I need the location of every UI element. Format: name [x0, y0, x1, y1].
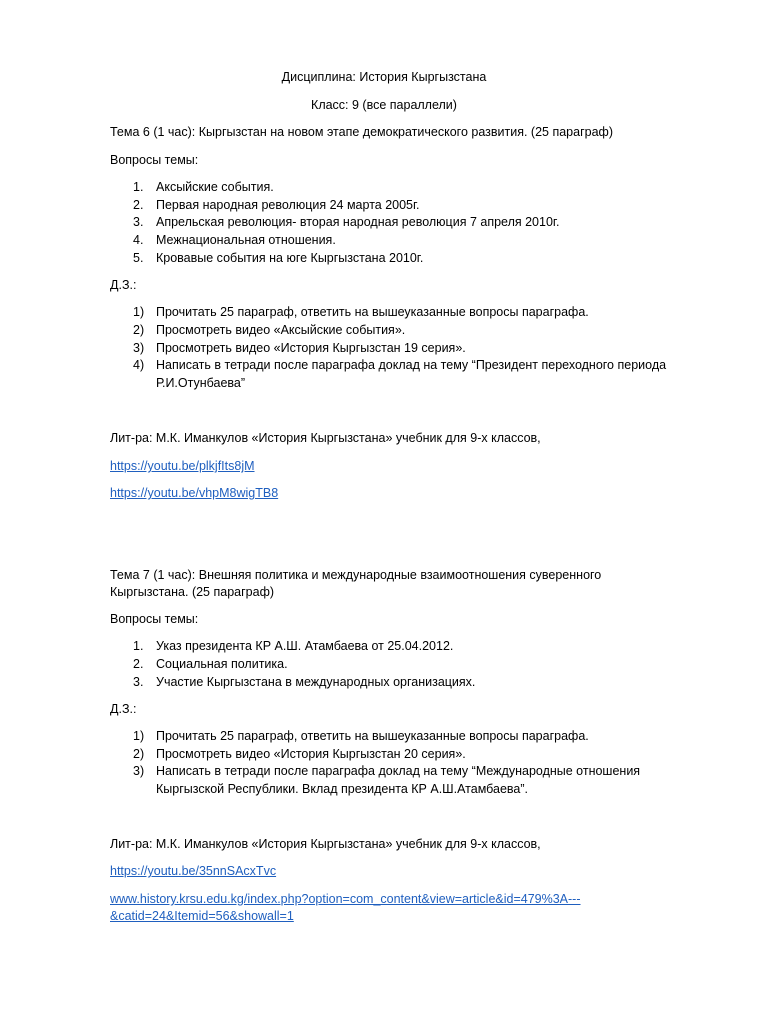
- topic6-literature: Лит-ра: М.К. Иманкулов «История Кыргызстана» учебник для 9-х классов,: [110, 431, 541, 445]
- list-item-number: 1): [133, 305, 145, 319]
- list-item: Прочитать 25 параграф, ответить на вышеуказанные вопросы параграфа.: [156, 305, 589, 319]
- list-item-number: 4): [133, 358, 145, 372]
- list-item: Написать в тетради после параграфа доклад на тему “Президент переходного периода: [156, 358, 667, 372]
- list-item-number: 2): [133, 323, 145, 337]
- list-item: Написать в тетради после параграфа доклад на тему “Международные отношения: [156, 764, 641, 778]
- list-item-continuation: Кыргызской Республики. Вклад президента КР А.Ш.Атамбаева”.: [156, 782, 529, 796]
- topic7-questions-label: Вопросы темы:: [110, 612, 199, 626]
- list-item-number: 5.: [133, 251, 144, 265]
- topic7-history-link-line1[interactable]: www.history.krsu.edu.kg/index.php?option=com_content&view=article&id=479%3A---: [110, 892, 581, 906]
- list-item-number: 1.: [133, 180, 144, 194]
- list-item-number: 1.: [133, 639, 144, 653]
- topic7-title-line2: Кыргызстана. (25 параграф): [110, 585, 275, 599]
- list-item: Просмотреть видео «История Кыргызстан 19 серия».: [156, 341, 466, 355]
- list-item-number: 4.: [133, 233, 144, 247]
- list-item: Первая народная революция 24 марта 2005г.: [156, 198, 420, 212]
- topic6-title: Тема 6 (1 час): Кыргызстан на новом этапе демократического развития. (25 параграф): [110, 125, 613, 139]
- list-item: Просмотреть видео «История Кыргызстан 20 серия».: [156, 747, 466, 761]
- topic6-video-link-1[interactable]: https://youtu.be/plkjfIts8jM: [110, 459, 255, 473]
- list-item: Прочитать 25 параграф, ответить на вышеуказанные вопросы параграфа.: [156, 729, 589, 743]
- list-item: Аксыйские события.: [156, 180, 274, 194]
- topic7-history-link-line2[interactable]: &catid=24&Itemid=56&showall=1: [110, 909, 294, 923]
- list-item: Участие Кыргызстана в международных организациях.: [156, 675, 476, 689]
- list-item: Кровавые события на юге Кыргызстана 2010г.: [156, 251, 424, 265]
- list-item-number: 3): [133, 764, 145, 778]
- list-item-number: 3.: [133, 675, 144, 689]
- topic7-video-link[interactable]: https://youtu.be/35nnSAcxTvc: [110, 864, 277, 878]
- list-item: Указ президента КР А.Ш. Атамбаева от 25.04.2012.: [156, 639, 454, 653]
- list-item-number: 1): [133, 729, 145, 743]
- topic7-literature: Лит-ра: М.К. Иманкулов «История Кыргызстана» учебник для 9-х классов,: [110, 837, 541, 851]
- grade-title: Класс: 9 (все параллели): [311, 98, 457, 112]
- discipline-title: Дисциплина: История Кыргызстана: [281, 70, 487, 84]
- topic6-questions-label: Вопросы темы:: [110, 153, 199, 167]
- list-item-continuation: Р.И.Отунбаева”: [156, 376, 246, 390]
- list-item: Просмотреть видео «Аксыйские события».: [156, 323, 406, 337]
- list-item: Апрельская революция- вторая народная революция 7 апреля 2010г.: [156, 215, 560, 229]
- list-item: Межнациональная отношения.: [156, 233, 336, 247]
- list-item: Социальная политика.: [156, 657, 288, 671]
- list-item-number: 2.: [133, 198, 144, 212]
- list-item-number: 3.: [133, 215, 144, 229]
- topic7-title-line1: Тема 7 (1 час): Внешняя политика и международные взаимоотношения суверенного: [110, 568, 602, 582]
- list-item-number: 2): [133, 747, 145, 761]
- list-item-number: 2.: [133, 657, 144, 671]
- topic6-video-link-2[interactable]: https://youtu.be/vhpM8wigTB8: [110, 486, 279, 500]
- topic6-homework-label: Д.З.:: [110, 278, 137, 292]
- list-item-number: 3): [133, 341, 145, 355]
- topic7-homework-label: Д.З.:: [110, 702, 137, 716]
